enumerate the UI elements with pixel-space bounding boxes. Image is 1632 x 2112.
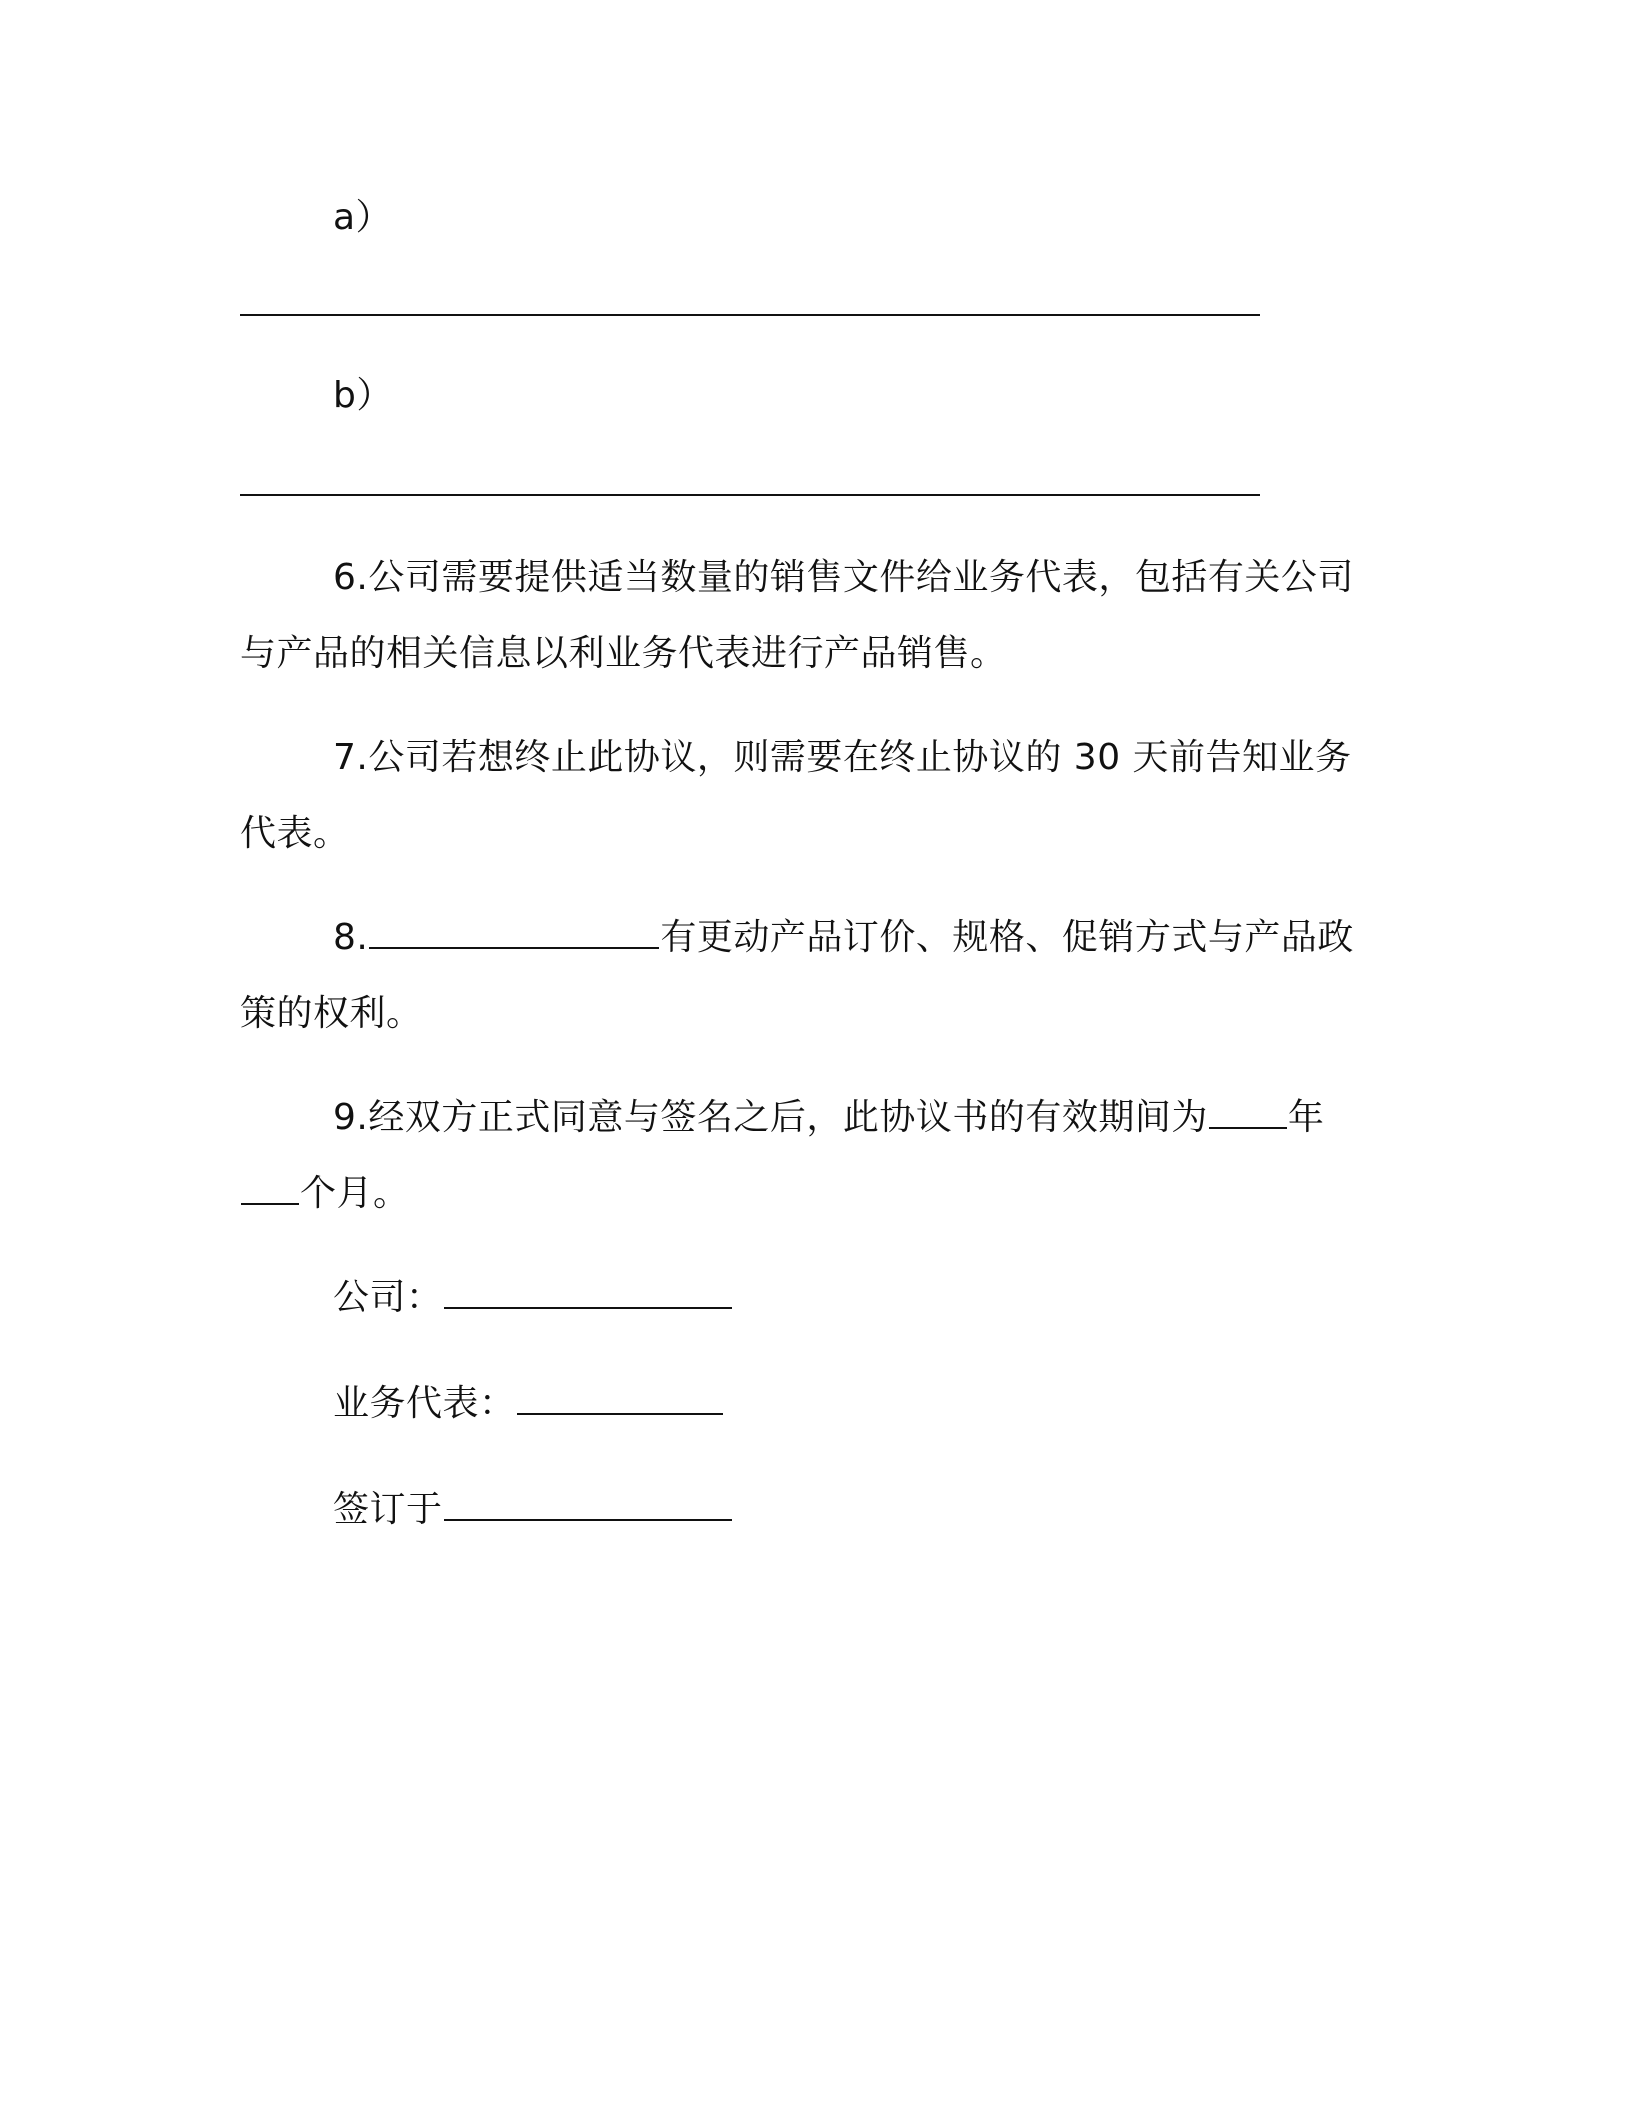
clause-8-suffix: 有更动产品订价、规格、促销方式与产品政 [660, 917, 1354, 958]
clause-8-line-2: 策的权利。 [240, 993, 423, 1034]
item-a-label: a） [333, 197, 393, 238]
rep-signature-blank [517, 1383, 723, 1415]
clause-9-line-2 [240, 1172, 410, 1216]
rep-signature-row [333, 1382, 724, 1426]
item-b-blank-line [240, 494, 1260, 496]
clause-8-line-1 [333, 916, 1354, 960]
clause-9-years-blank [1209, 1097, 1287, 1129]
clause-9-year-unit: 年 [1287, 1097, 1325, 1138]
item-b-label: b） [333, 375, 393, 416]
signed-at-blank [444, 1489, 732, 1521]
clause-9-prefix: 9.经双方正式同意与签名之后，此协议书的有效期间为 [333, 1097, 1208, 1138]
clause-9-line-1 [333, 1096, 1324, 1140]
clause-9-months-blank [241, 1173, 299, 1205]
clause-7-line-1: 7.公司若想终止此协议，则需要在终止协议的 30 天前告知业务 [333, 737, 1352, 778]
clause-6-line-2: 与产品的相关信息以利业务代表进行产品销售。 [240, 633, 1007, 674]
signed-at-label: 签订于 [333, 1489, 443, 1530]
company-label: 公司： [333, 1277, 443, 1318]
company-signature-row [333, 1276, 733, 1320]
item-a-blank-line [240, 314, 1260, 316]
clause-8-prefix: 8. [333, 917, 369, 958]
clause-8-party-blank [369, 917, 659, 949]
signed-at-row [333, 1488, 733, 1532]
company-signature-blank [444, 1277, 732, 1309]
clause-7-line-2: 代表。 [240, 813, 350, 854]
clause-9-month-unit: 个月。 [300, 1173, 410, 1214]
rep-label: 业务代表： [333, 1383, 516, 1424]
clause-6-line-1: 6.公司需要提供适当数量的销售文件给业务代表，包括有关公司 [333, 557, 1354, 598]
